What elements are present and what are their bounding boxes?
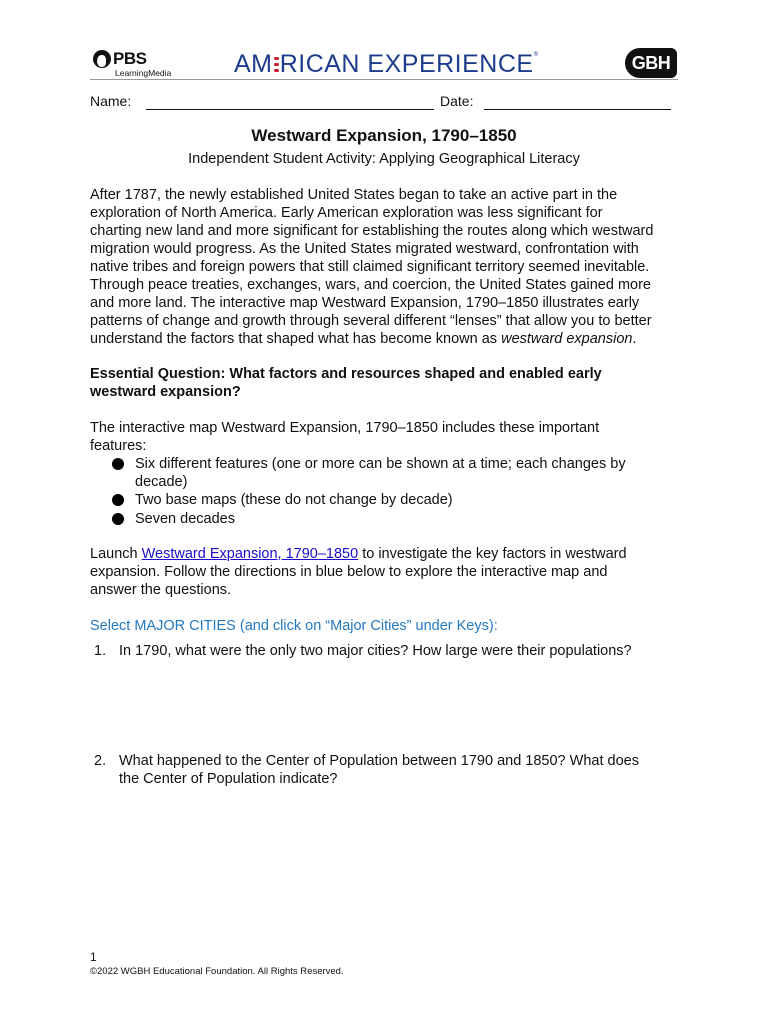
features-intro bbox=[90, 419, 682, 455]
launch-line: expansion. Follow the directions in blue below to explore the interactive map and bbox=[90, 564, 608, 580]
launch-suffix: to investigate the key factors in westward bbox=[358, 546, 627, 562]
page-number: 1 bbox=[90, 950, 97, 964]
answer-area-1[interactable] bbox=[119, 668, 679, 748]
launch-prefix: Launch bbox=[90, 546, 142, 562]
page-subtitle: Independent Student Activity: Applying Geographical Literacy bbox=[188, 151, 580, 167]
intro-line: migration would progress. As the United States migrated westward, confrontation with bbox=[90, 241, 639, 257]
question-text: What happened to the Center of Population between 1790 and 1850? What does bbox=[119, 753, 639, 769]
essential-question bbox=[90, 365, 682, 401]
date-field[interactable] bbox=[484, 109, 671, 110]
bullet-text: Six different features (one or more can be shown at a time; each changes by bbox=[135, 456, 626, 472]
pbs-head-icon bbox=[93, 50, 111, 68]
american-experience-logo bbox=[234, 50, 538, 78]
question-1 bbox=[94, 642, 684, 660]
page-title: Westward Expansion, 1790–1850 bbox=[251, 126, 517, 145]
intro-line: Through peace treaties, exchanges, wars, and coercion, the United States gained more bbox=[90, 277, 651, 293]
name-label: Name: bbox=[90, 93, 132, 109]
intro-paragraph bbox=[90, 186, 682, 348]
westward-expansion-link[interactable]: Westward Expansion, 1790–1850 bbox=[141, 546, 359, 562]
intro-line: native tribes and foreign powers that still claimed significant territory seemed inevitable. bbox=[90, 259, 650, 275]
date-label: Date: bbox=[440, 93, 474, 109]
name-field[interactable] bbox=[146, 109, 434, 110]
intro-line: After 1787, the newly established United States began to take an active part in the bbox=[90, 187, 618, 203]
features-intro-line: features: bbox=[90, 438, 147, 454]
answer-area-2[interactable] bbox=[119, 796, 679, 936]
launch-line bbox=[90, 545, 682, 563]
bullet-icon bbox=[112, 513, 124, 525]
bullet-text: decade) bbox=[135, 474, 188, 490]
intro-last-text: understand the factors that shaped what has become known as bbox=[90, 331, 502, 347]
gbh-logo-text: GBH bbox=[631, 52, 671, 73]
intro-line: exploration of North America. Early American exploration was less significant for bbox=[90, 205, 603, 221]
ae-logo-e-bars-icon bbox=[274, 54, 279, 74]
pbs-logo-text: PBS bbox=[113, 49, 147, 68]
essential-question-line: Essential Question: What factors and resources shaped and enabled early bbox=[90, 366, 602, 382]
instruction-heading: Select MAJOR CITIES (and click on “Major Cities” under Keys): bbox=[90, 618, 498, 634]
intro-line: patterns of change and growth through several different “lenses” that allow you to better bbox=[90, 313, 652, 329]
essential-question-line: westward expansion? bbox=[90, 384, 241, 400]
question-text: the Center of Population indicate? bbox=[119, 771, 338, 787]
launch-line: answer the questions. bbox=[90, 582, 232, 598]
gbh-logo bbox=[625, 48, 677, 78]
pbs-learningmedia-logo bbox=[93, 48, 183, 80]
list-item bbox=[112, 510, 682, 528]
intro-period: . bbox=[632, 331, 637, 347]
pbs-logo-subtext: LearningMedia bbox=[115, 68, 172, 78]
question-number: 1. bbox=[94, 643, 107, 659]
launch-paragraph bbox=[90, 545, 682, 599]
ae-logo-text-start: AM bbox=[234, 49, 273, 78]
bullet-icon bbox=[112, 494, 124, 506]
intro-line: and more land. The interactive map Westward Expansion, 1790–1850 illustrates early bbox=[90, 295, 640, 311]
intro-italic-term: westward expansion bbox=[501, 331, 633, 347]
features-intro-line: The interactive map Westward Expansion, 1790–1850 includes these important bbox=[90, 420, 600, 436]
intro-line: charting new land and more significant for establishing the routes along which westward bbox=[90, 223, 654, 239]
bullet-text: Two base maps (these do not change by decade) bbox=[135, 492, 453, 508]
ae-logo-text-end: RICAN EXPERIENCE bbox=[279, 49, 534, 78]
intro-line-last bbox=[90, 330, 682, 348]
question-2 bbox=[94, 752, 684, 788]
ae-logo-trademark: ® bbox=[533, 52, 538, 58]
list-item bbox=[112, 455, 682, 491]
question-number: 2. bbox=[94, 753, 107, 769]
copyright-notice: ©2022 WGBH Educational Foundation. All Rights Reserved. bbox=[90, 966, 344, 977]
question-text: In 1790, what were the only two major cities? How large were their populations? bbox=[119, 643, 632, 659]
bullet-icon bbox=[112, 458, 124, 470]
bullet-text: Seven decades bbox=[135, 511, 235, 527]
header-divider bbox=[90, 79, 678, 80]
list-item bbox=[112, 491, 682, 509]
